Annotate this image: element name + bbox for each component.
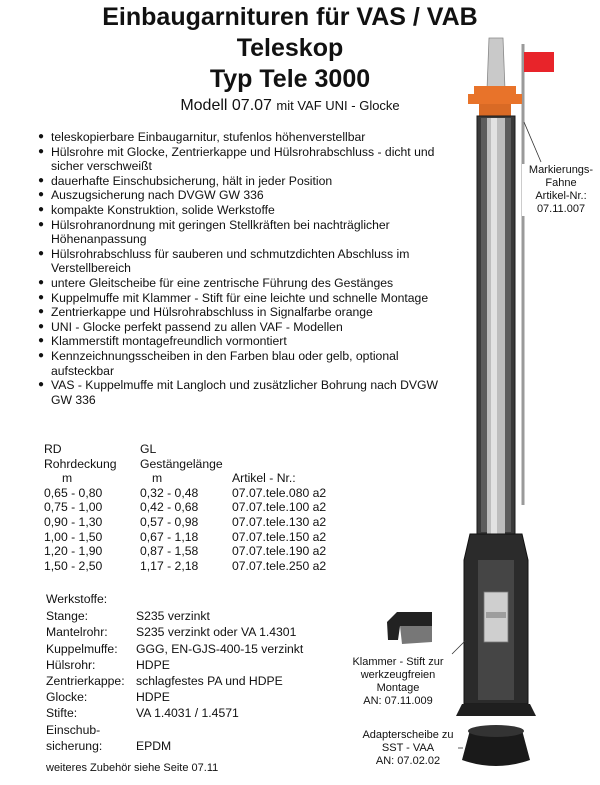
- cover-depth-cell: 1,50 - 2,50: [44, 558, 103, 573]
- callout-line: Markierungs-: [528, 164, 594, 176]
- feature-item: ● UNI - Glocke perfekt passend zu allen VAF - Modellen: [38, 320, 458, 335]
- model-number: Modell 07.07: [180, 97, 272, 114]
- feature-item: ● Kuppelmuffe mit Klammer - Stift für eine leichte und schnelle Montage: [38, 291, 458, 306]
- material-value: EPDM: [136, 738, 172, 753]
- article-number-cell: 07.07.tele.150 a2: [232, 529, 327, 544]
- feature-item: ● VAS - Kuppelmuffe mit Langloch und zusätzlicher Bohrung nach DVGW GW 336: [38, 378, 458, 407]
- rd-header: RD: [44, 442, 62, 456]
- rod-length-cell: 0,87 - 1,58: [140, 544, 199, 559]
- gl-header: GL: [140, 442, 157, 456]
- material-part: Glocke:: [46, 690, 88, 705]
- article-number-cell: 07.07.tele.190 a2: [232, 544, 327, 559]
- material-value: S235 verzinkt oder VA 1.4301: [136, 625, 297, 640]
- callout-line: 07.11.007: [536, 203, 586, 215]
- product-type-title: Typ Tele 3000: [209, 65, 371, 93]
- material-part: Mantelrohr:: [46, 625, 108, 640]
- gl-description: Gestängelänge: [140, 456, 223, 471]
- cover-depth-cell: 0,90 - 1,30: [44, 514, 103, 529]
- material-part: sicherung:: [46, 738, 103, 753]
- rd-description: Rohrdeckung: [44, 456, 117, 471]
- feature-item: ● Kennzeichnungsscheiben in den Farben blau oder gelb, optional aufsteckbar: [38, 349, 458, 378]
- material-part: Hülsrohr:: [46, 657, 96, 672]
- clamp-pin-callout: [338, 656, 458, 708]
- callout-line: Adapterscheibe zu: [362, 729, 454, 741]
- rod-length-cell: 1,17 - 2,18: [140, 558, 199, 573]
- feature-item: ● kompakte Konstruktion, solide Werkstoffe: [38, 203, 458, 218]
- accessories-footnote: weiteres Zubehör siehe Seite 07.11: [46, 762, 219, 774]
- rd-unit: m: [62, 471, 73, 486]
- marker-flag-callout: [522, 164, 600, 216]
- material-value: schlagfestes PA und HDPE: [136, 674, 283, 689]
- feature-item: ● teleskopierbare Einbaugarnitur, stufenlos höhenverstellbar: [38, 130, 458, 145]
- material-value: VA 1.4031 / 1.4571: [136, 706, 239, 721]
- rod-length-cell: 0,67 - 1,18: [140, 529, 199, 544]
- callout-line: werkzeugfreien Montage: [360, 669, 436, 694]
- callout-line: SST - VAA: [381, 742, 435, 754]
- bell: [456, 704, 536, 716]
- material-value: S235 verzinkt: [136, 609, 210, 624]
- callout-line: AN: 07.11.009: [363, 695, 433, 707]
- material-part: Einschub-: [46, 722, 101, 737]
- material-value: HDPE: [136, 690, 170, 705]
- material-part: Kuppelmuffe:: [46, 641, 118, 656]
- feature-item: ● Auszugsicherung nach DVGW GW 336: [38, 188, 458, 203]
- page-title: Einbaugarnituren für VAS / VAB: [102, 3, 478, 31]
- feature-item: ● Klammerstift montagefreundlich vormontiert: [38, 334, 458, 349]
- adapter-disc-callout: [358, 729, 458, 768]
- page-title-line2: Teleskop: [236, 34, 344, 62]
- callout-line: AN: 07.02.02: [375, 755, 441, 767]
- materials-heading: Werkstoffe:: [46, 592, 108, 606]
- feature-item: ● dauerhafte Einschubsicherung, hält in jeder Position: [38, 174, 458, 189]
- cover-depth-cell: 0,65 - 0,80: [44, 485, 103, 500]
- cover-depth-cell: 1,00 - 1,50: [44, 529, 103, 544]
- material-part: Stange:: [46, 609, 89, 624]
- flag-leader-line: [524, 122, 541, 162]
- marker-flag-icon: [524, 52, 554, 72]
- rod-length-cell: 0,57 - 0,98: [140, 514, 199, 529]
- rod-length-cell: 0,32 - 0,48: [140, 485, 199, 500]
- article-number-cell: 07.07.tele.130 a2: [232, 514, 327, 529]
- model-variant: mit VAF UNI - Glocke: [276, 98, 400, 113]
- gl-unit: m: [152, 471, 163, 486]
- callout-line: Klammer - Stift zur: [352, 656, 444, 668]
- callout-line: Artikel-Nr.:: [535, 190, 587, 202]
- material-value: GGG, EN-GJS-400-15 verzinkt: [136, 641, 304, 656]
- rod-top: [487, 38, 505, 90]
- article-header: Artikel - Nr.:: [232, 471, 296, 486]
- callout-line: Fahne: [545, 177, 577, 189]
- cover-depth-cell: 1,20 - 1,90: [44, 544, 103, 559]
- article-number-cell: 07.07.tele.080 a2: [232, 485, 327, 500]
- article-number-cell: 07.07.tele.100 a2: [232, 500, 327, 515]
- feature-item: ● Hülsrohre mit Glocke, Zentrierkappe und Hülsrohrabschluss - dicht und sicher verschweißt: [38, 145, 458, 174]
- cover-depth-cell: 0,75 - 1,00: [44, 500, 103, 515]
- material-part: Stifte:: [46, 706, 78, 721]
- feature-item: ● untere Gleitscheibe für eine zentrische Führung des Gestänges: [38, 276, 458, 291]
- article-number-cell: 07.07.tele.250 a2: [232, 558, 327, 573]
- feature-item: ● Hülsrohranordnung mit geringen Stellkräften bei nachträglicher Höhenanpassung: [38, 218, 458, 247]
- rod-length-cell: 0,42 - 0,68: [140, 500, 199, 515]
- feature-item: ● Hülsrohrabschluss für sauberen und schmutzdichten Abschluss im Verstellbereich: [38, 247, 458, 276]
- material-value: HDPE: [136, 657, 170, 672]
- feature-item: ● Zentrierkappe und Hülsrohrabschluss in Signalfarbe orange: [38, 305, 458, 320]
- material-part: Zentrierkappe:: [46, 674, 125, 689]
